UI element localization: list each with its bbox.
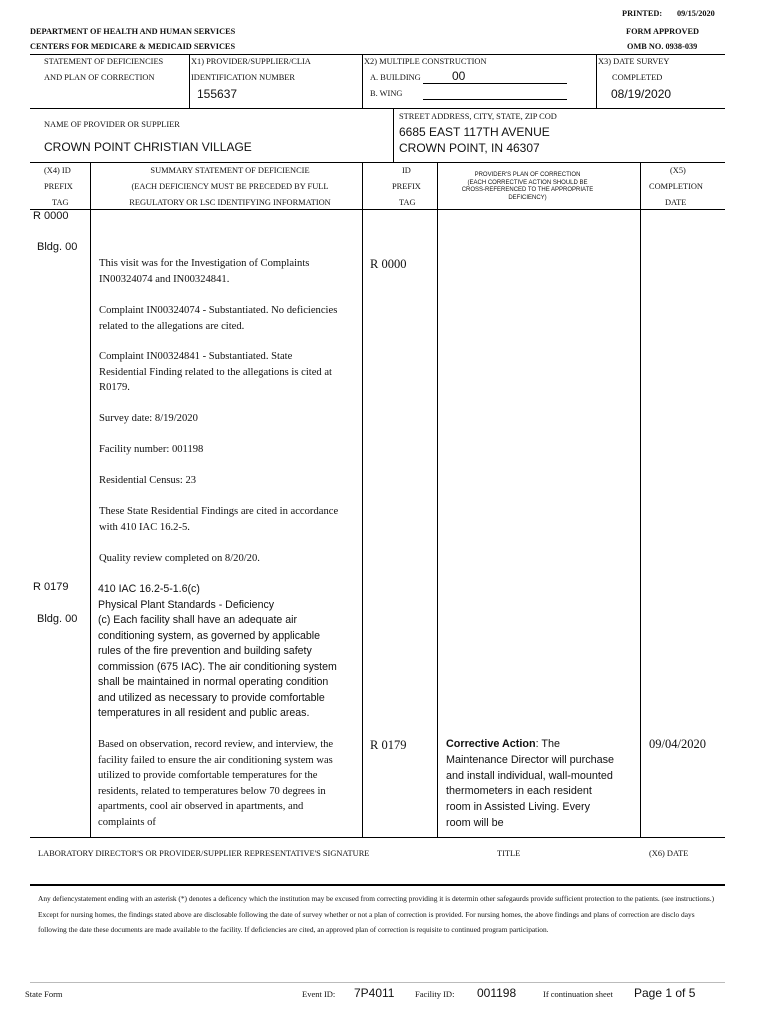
building-underline	[423, 83, 567, 84]
summary-label: SUMMARY STATEMENT OF DEFICIENCIE	[150, 166, 310, 175]
omb-number: OMB NO. 0938-039	[627, 42, 698, 51]
tag-label: TAG	[52, 198, 69, 207]
column-header-bottom	[30, 209, 725, 210]
facility-id: 001198	[477, 986, 517, 1000]
divider	[393, 108, 394, 162]
building-value: 00	[452, 69, 466, 83]
provider-name: CROWN POINT CHRISTIAN VILLAGE	[44, 140, 252, 154]
x5-label: (X5)	[670, 166, 686, 175]
divider	[362, 54, 363, 108]
summary-note-2: REGULATORY OR LSC IDENTIFYING INFORMATION	[129, 198, 331, 207]
x1-label: X1) PROVIDER/SUPPLIER/CLIA	[191, 57, 311, 66]
summary-note: (EACH DEFICIENCY MUST BE PRECEDED BY FULL	[131, 182, 329, 191]
building-label: A. BUILDING	[370, 73, 421, 82]
survey-date: 08/19/2020	[611, 87, 672, 101]
x6-date-label: (X6) DATE	[649, 849, 689, 858]
provider-name-label: NAME OF PROVIDER OR SUPPLIER	[44, 120, 180, 129]
signature-bottom-border	[30, 884, 725, 886]
summary-paragraph: Facility number: 001198	[99, 444, 204, 455]
plan-header-line: (EACH CORRECTIVE ACTION SHOULD BE	[467, 179, 588, 186]
identification-label: IDENTIFICATION NUMBER	[191, 73, 295, 82]
body-bottom-border	[30, 837, 725, 838]
x4-label: (X4) ID	[44, 166, 71, 175]
corrective-heading	[446, 737, 560, 753]
divider	[30, 162, 725, 163]
column-divider	[437, 162, 438, 837]
plan-header-line: CROSS-REFERENCED TO THE APPROPRIATE	[461, 187, 594, 193]
plan-header	[440, 172, 615, 202]
address-label: STREET ADDRESS, CITY, STATE, ZIP COD	[399, 112, 557, 121]
summary-paragraph: Residential Census: 23	[99, 475, 197, 486]
corrective-sep: : The	[535, 738, 561, 750]
summary-paragraph: Complaint IN00324841 - Substantiated. State Residential Finding related to the allegations is cited at R0179.	[99, 351, 333, 393]
regulation-text: 410 IAC 16.2-5-1.6(c) Physical Plant Standards - Deficiency (c) Each facility shall have an adequate air conditioning system, as governed by applicable rules of the fire prevention and building safety commission (675 IAC). The air conditioning system shall be maintained in normal operating condition and utilized as necessary to provide comfortable temperatures in all resident and public areas.	[98, 583, 337, 719]
facility-id-label: Facility ID:	[415, 989, 455, 999]
centers-title: CENTERS FOR MEDICARE & MEDICAID SERVICES	[30, 42, 236, 51]
summary-paragraph: This visit was for the Investigation of Complaints IN00324074 and IN00324841.	[99, 258, 310, 285]
page-number: Page 1 of 5	[634, 986, 696, 1000]
signature-label: LABORATORY DIRECTOR'S OR PROVIDER/SUPPLIER REPRESENTATIVE'S SIGNATURE	[38, 849, 370, 858]
column-divider	[362, 162, 363, 837]
x3-label: X3) DATE SURVEY	[598, 57, 670, 66]
corrective-label: Corrective Action	[446, 738, 536, 750]
footnote: Any defiencystatement ending with an asterisk (*) denotes a deficency which the institution may be excused from correcting providing it is determin other safegaurds provide sufficient protection to the patients. (see instructions.) Except for nursing homes, the findings stated above are disclosable following the date of survey whether or not a plan of correction is provided. For nursing homes, the above findings and plans of correction are disclo days following the date these documents are made available to the facility. If deficiencies are cited, an approved plan of correction is requisite to continued program participation.	[38, 894, 715, 934]
column-divider	[90, 162, 91, 837]
summary-paragraph: These State Residential Findings are cited in accordance with 410 IAC 16.2-5.	[99, 506, 339, 533]
address-line-2: CROWN POINT, IN 46307	[399, 141, 540, 155]
id-label: ID	[402, 166, 411, 175]
divider	[189, 54, 190, 108]
id-prefix-label: PREFIX	[392, 182, 421, 191]
divider	[30, 108, 725, 109]
address-line-1: 6685 EAST 117TH AVENUE	[399, 125, 550, 139]
finding-text: Based on observation, record review, and interview, the facility failed to ensure the air conditioning system was utilized to provide comfortable temperatures for the residents, related to temperatures below 70 degrees in apartments, cool air observed in apartments, and complaints of	[98, 739, 334, 828]
prefix-label: PREFIX	[44, 182, 73, 191]
printed-date: 09/15/2020	[677, 9, 715, 18]
wing-label: B. WING	[370, 89, 403, 98]
wing-underline	[423, 99, 567, 100]
summary-paragraph: Complaint IN00324074 - Substantiated. No deficiencies related to the allegations are cited.	[99, 305, 338, 332]
column-divider	[640, 162, 641, 837]
building-r0000: Bldg. 00	[37, 241, 78, 253]
plan-label: AND PLAN OF CORRECTION	[44, 73, 155, 82]
form-approved: FORM APPROVED	[626, 27, 700, 36]
footer-rule	[30, 982, 725, 983]
summary-paragraph: Quality review completed on 8/20/20.	[99, 553, 260, 564]
completion-date: 09/04/2020	[649, 737, 706, 751]
completion-label: COMPLETION	[649, 182, 703, 191]
right-tag-r0179: R 0179	[370, 738, 407, 752]
id-tag-label: TAG	[399, 198, 416, 207]
tag-r0179: R 0179	[33, 581, 69, 593]
continuation-label: If continuation sheet	[543, 989, 613, 999]
statement-label: STATEMENT OF DEFICIENCIES	[44, 57, 164, 66]
completed-label: COMPLETED	[612, 73, 663, 82]
form-top-border	[30, 54, 725, 55]
tag-r0000: R 0000	[33, 210, 69, 222]
state-form-label: State Form	[25, 989, 63, 999]
summary-paragraph: Survey date: 8/19/2020	[99, 413, 198, 424]
printed-label: PRINTED:	[622, 9, 663, 18]
divider	[596, 54, 597, 108]
x2-label: X2) MULTIPLE CONSTRUCTION	[364, 57, 487, 66]
building-r0179: Bldg. 00	[37, 613, 78, 625]
title-label: TITLE	[497, 849, 521, 858]
event-id-label: Event ID:	[302, 989, 336, 999]
plan-header-line: PROVIDER'S PLAN OF CORRECTION	[474, 172, 581, 178]
date-label: DATE	[665, 198, 687, 207]
right-tag-r0000: R 0000	[370, 257, 407, 271]
department-title: DEPARTMENT OF HEALTH AND HUMAN SERVICES	[30, 27, 236, 36]
identification-number: 155637	[197, 87, 238, 101]
plan-header-line: DEFICIENCY)	[508, 194, 547, 201]
corrective-text: Maintenance Director will purchase and install individual, wall-mounted thermometers in each resident room in Assisted Living. Every room will be	[446, 754, 615, 829]
event-id: 7P4011	[354, 986, 395, 1000]
